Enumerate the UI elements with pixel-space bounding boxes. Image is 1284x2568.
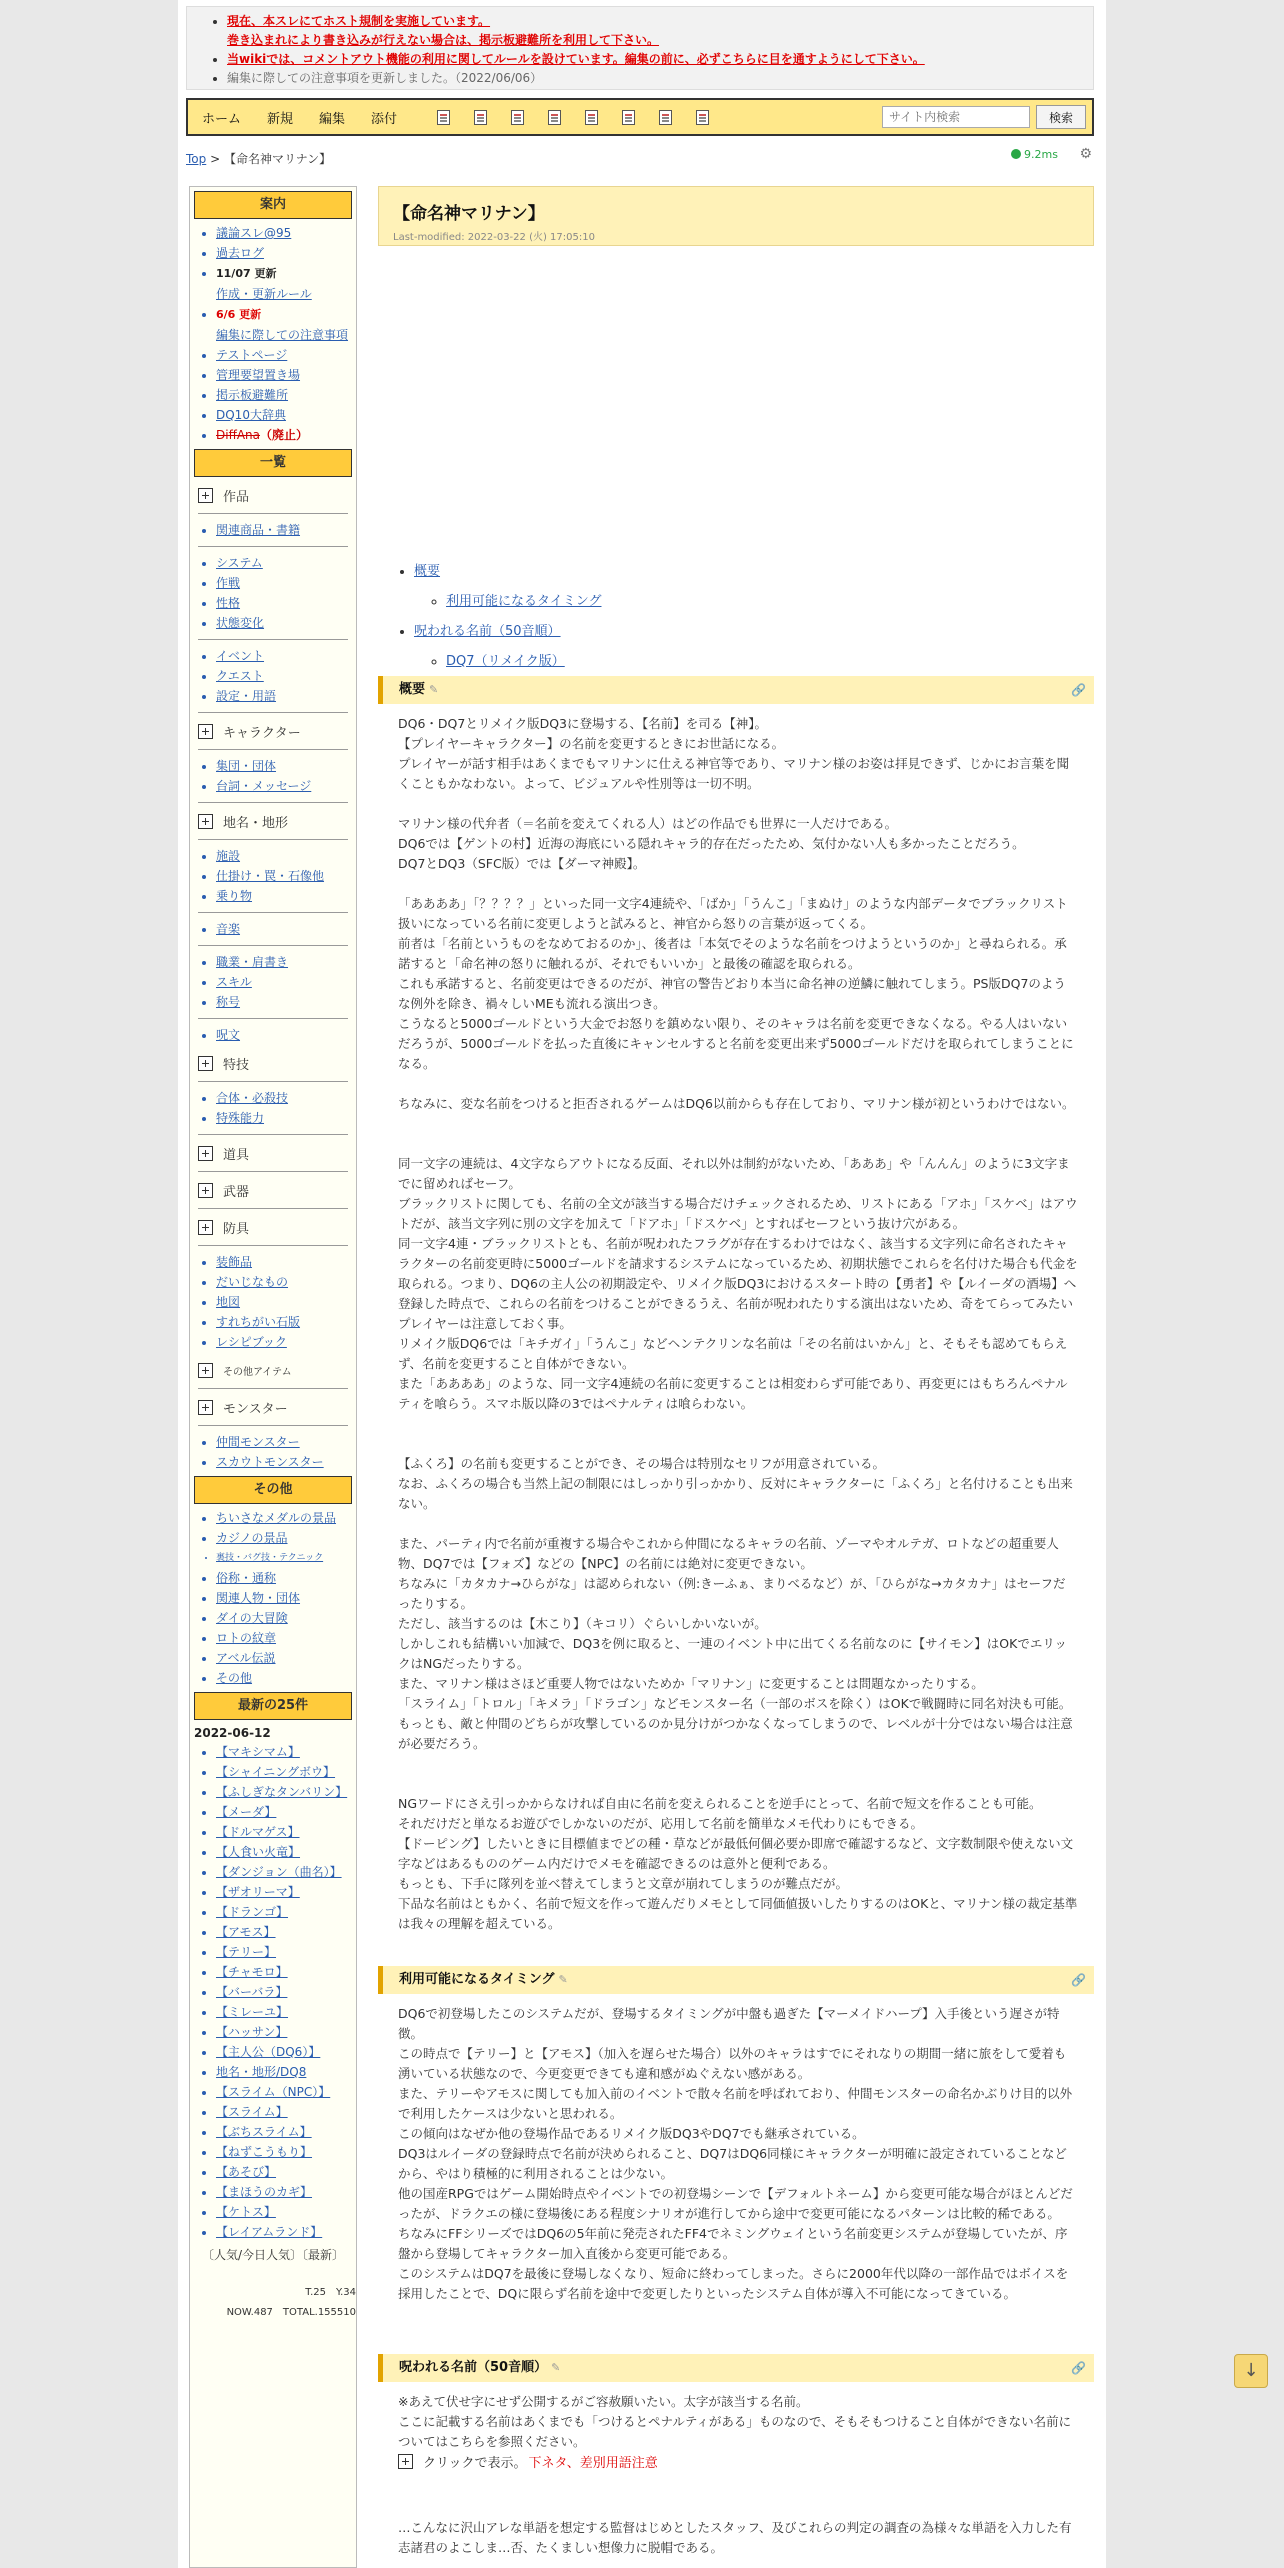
freeze-icon[interactable] [585,110,598,125]
sidebar-item[interactable] [216,520,356,540]
recent-link[interactable]: 地名・地形/DQ8 [216,2065,307,2079]
render-time-text: 9.2ms [1024,148,1058,161]
toc-item[interactable]: 概要 [414,564,441,579]
sidebar-link[interactable]: 音楽 [216,922,241,936]
divider [198,945,348,946]
sidebar-link[interactable]: クエスト [216,669,264,683]
recent-item[interactable] [216,1822,356,1842]
sidebar-item[interactable] [216,223,356,243]
expand-warning: 下ネタ、差別用語注意 [528,2456,658,2471]
sidebar-group [190,646,356,706]
expand-label: 防具 [223,1221,250,1237]
plus-icon[interactable] [198,1056,213,1071]
recent-link[interactable]: 【ねずこうもり】 [216,2145,313,2159]
recent-item[interactable] [216,1742,356,1762]
counter-today: T.25 Y.34 [305,2287,356,2298]
copy-icon[interactable] [511,110,524,125]
menu-new[interactable]: 新規 [267,111,294,127]
sidebar-link[interactable]: 性格 [216,596,241,610]
diff-icon[interactable] [437,110,450,125]
sidebar-item[interactable] [216,1568,356,1588]
expand-label: その他アイテム [223,1366,292,1378]
update-badge: 6/6 更新 [216,308,262,321]
sidebar-item[interactable] [216,263,356,304]
divider [198,1171,348,1172]
search-button[interactable]: 検索 [1036,105,1086,129]
recent-item[interactable] [216,2222,356,2242]
paragraph-text: 【ふくろ】の名前も変更することができ、その場合は特別なセリフが用意されている。 なお、ふくろの場合も当然上記の制限にはしっかり引っかかり、反対にキャラクターに「ふくろ」と名付けることも出来ない。 [398,1456,1073,1511]
table-of-contents [414,562,601,682]
sidebar-item[interactable] [216,1432,356,1452]
sidebar-link[interactable]: ダイの大冒険 [216,1611,288,1625]
recent-list [190,1742,356,2242]
sidebar-head-recent: 最新の25件 [194,1692,352,1720]
pencil-icon[interactable]: ✎ [558,1973,568,1986]
plus-icon[interactable] [198,724,213,739]
paragraph [398,1794,1078,1934]
section-heading [378,1966,1094,1994]
sidebar-link[interactable]: 管理要望置き場 [216,368,301,382]
divider [198,639,348,640]
recent-link[interactable]: 【バーバラ】 [216,1985,288,1999]
sidebar-item[interactable] [216,886,356,906]
sidebar-link[interactable]: すれちがい石版 [216,1315,301,1329]
help-icon[interactable] [696,110,709,125]
recent-item[interactable] [216,1962,356,1982]
sidebar-link[interactable]: 仲間モンスター [216,1435,300,1449]
sidebar-other-list [190,1508,356,1688]
sidebar-link[interactable]: 作戦 [216,576,241,590]
sidebar-item[interactable] [216,846,356,866]
sidebar-item[interactable] [216,1088,356,1108]
gear-icon[interactable]: ⚙ [1079,146,1092,162]
recent-item[interactable] [216,1802,356,1822]
expand-armor[interactable] [198,1217,356,1237]
sidebar-link[interactable]: 地図 [216,1295,241,1309]
recent-link[interactable]: 【チャモロ】 [216,1965,288,1979]
expand-characters[interactable] [198,721,356,741]
sidebar-link[interactable]: 合体・必殺技 [216,1091,289,1105]
render-time [1011,148,1058,161]
sidebar-group [190,756,356,796]
divider [198,1081,348,1082]
recent-item[interactable] [216,1882,356,1902]
recent-item[interactable] [216,2182,356,2202]
sidebar-item[interactable] [216,553,356,573]
recent-link[interactable]: 【まほうのカギ】 [216,2185,313,2199]
recent-link[interactable]: 【スライム（NPC）】 [216,2085,331,2099]
sidebar-item[interactable] [216,1452,356,1472]
sidebar-link[interactable]: 特殊能力 [216,1111,265,1125]
paragraph [398,814,1078,874]
sidebar-link[interactable]: DiffAna [216,428,261,442]
plus-icon[interactable] [398,2454,413,2469]
sidebar-group [190,846,356,906]
sidebar-link[interactable]: カジノの景品 [216,1531,288,1545]
breadcrumb-top[interactable]: Top [186,152,207,166]
divider [198,1388,348,1389]
plus-icon[interactable] [198,1146,213,1161]
paragraph [398,2518,1078,2558]
sidebar-item[interactable] [216,992,356,1012]
sidebar-item[interactable] [216,573,356,593]
sidebar-item[interactable] [216,776,356,796]
scroll-down-button[interactable]: ↓ [1234,2354,1268,2388]
sidebar-link[interactable]: 裏技・バグ技・テクニック [216,1553,324,1563]
sidebar-link[interactable]: 設定・用語 [216,689,277,703]
sidebar-item[interactable] [216,972,356,992]
toolbar [186,98,1094,136]
sidebar-item[interactable] [216,425,356,445]
sidebar-link[interactable]: 過去ログ [216,246,265,260]
rename-icon[interactable] [548,110,561,125]
toc-item[interactable]: DQ7（リメイク版） [446,654,565,669]
sidebar-group [190,1252,356,1352]
page-title: 【命名神マリナン】 [393,204,545,224]
counter-total: NOW.487 TOTAL.155510 [226,2307,356,2318]
sidebar-link[interactable]: イベント [216,649,265,663]
sidebar [189,186,357,2568]
paragraph-text: ※あえて伏せ字にせず公開するがご容赦願いたい。太字が該当する名前。 ここに記載する名前はあくまでも「つけるとペナルティがある」ものなので、そもそもつけること自体ができない名前についてはこちらを参照ください。 [398,2394,1072,2449]
sidebar-item[interactable] [216,666,356,686]
sidebar-link[interactable]: 呪文 [216,1028,241,1042]
sidebar-item[interactable] [216,304,356,345]
paragraph-text: ちなみに、変な名前をつけると拒否されるゲームはDQ6以前からも存在しており、マリナン様が初というわけではない。 [398,1096,1075,1111]
recent-link[interactable]: 【レイアムランド】 [216,2225,323,2239]
recent-link[interactable]: 【テリー】 [216,1945,277,1959]
recent-link[interactable]: 【ドルマゲス】 [216,1825,300,1839]
sidebar-item[interactable] [216,1292,356,1312]
sidebar-item[interactable] [216,686,356,706]
recent-icon[interactable] [659,110,672,125]
main-content [378,186,1094,2568]
pencil-icon[interactable]: ✎ [551,2361,561,2374]
recent-link[interactable]: 【シャイニングボウ】 [216,1765,336,1779]
expand-label: モンスター [223,1401,288,1417]
title-box [378,186,1094,246]
sidebar-item[interactable] [216,1628,356,1648]
recent-link[interactable]: 【あそび】 [216,2165,277,2179]
sidebar-item[interactable] [216,1272,356,1292]
toc-item[interactable]: 利用可能になるタイミング [446,594,602,609]
paragraph-text: 「ああああ」「？？？？」といった同一文字4連続や、「ばか」「うんこ」「まぬけ」のような内部データでブラックリスト扱いになっている名前に変更しようと試みると、神官から怒りの言葉が返ってくる。 前者は「名前というものをなめておるのか」、後者は「本気でそのような名前をつけようというのか」と尋ねられる。承諾すると「命名神の怒りに触れるが、それでもいいか」と最後の確認を取られる。 これも承諾すると、名前変更はできるのだが、神官の警告どおり本当に命名神の逆鱗に触れてしまう。PS版DQ7のような例外を除き、禍々しいMEも流れる演出つき。 こうなると5000ゴールドという大金でお怒りを鎮めない限り、そのキャラは名前を変更できなくなる。やる人はいないだろうが、5000ゴールドを払った直後にキャンセルすると名前を変更出来ず5000ゴールドだけを取られてしまうことになる。 [398,896,1074,1071]
sidebar-link[interactable]: 議論スレ@95 [216,226,292,240]
sidebar-link[interactable]: スキル [216,975,252,989]
divider [198,1208,348,1209]
toc-item[interactable]: 呪われる名前（50音順） [414,624,561,639]
sidebar-group [190,1432,356,1472]
expand-other-items[interactable] [198,1360,356,1380]
recent-item[interactable] [216,2042,356,2062]
sidebar-item[interactable] [216,756,356,776]
sidebar-item[interactable] [216,1025,356,1045]
recent-item[interactable] [216,1942,356,1962]
last-modified: Last-modified: 2022-03-22 (火) 17:05:10 [393,232,595,243]
recent-link[interactable]: 【ミレーユ】 [216,2005,289,2019]
paragraph-text: NGワードにさえ引っかからなければ自由に名前を変えられることを逆手にとって、名前で短文を作ることも可能。 それだけだと単なるお遊びでしかないのだが、応用して名前を簡単なメモ代わりにもできる。 【ドーピング】したいときに目標値までどの種・草などが最低何個必要か即席で確認するなど、文字数制限や使えない文字などはあるもののゲーム内だけでメモを確認できるのは意外と便利である。 もっとも、下手に隊列を並べ替えてしまうと文章が崩れてしまうのが難点だが。 下品な名前はともかく、名前で短文を作って遊んだりメモとして同価値扱いしたりするのはOKと、マリナン様の裁定基準は我々の理解を超えている。 [398,1796,1078,1931]
sidebar-guide-list [190,223,356,445]
sidebar-head-list: 一覧 [194,449,352,477]
divider [198,513,348,514]
paragraph [398,2004,1078,2304]
access-counter [190,2283,356,2323]
notice-box [186,6,1094,90]
heading-text: 呪われる名前（50音順） [399,2360,548,2375]
sidebar-group [190,1025,356,1045]
recent-date: 2022-06-12 [194,1726,271,1740]
sidebar-group [190,919,356,939]
search-input[interactable] [882,106,1030,128]
breadcrumb-sep: > [206,152,224,166]
sidebar-item[interactable] [216,1648,356,1668]
deprecated-label: （廃止） [260,428,309,442]
section-heading [378,676,1094,704]
expand-label: キャラクター [223,725,301,741]
sidebar-link[interactable]: 関連商品・書籍 [216,523,301,537]
sidebar-item[interactable] [216,405,356,425]
sidebar-link[interactable]: 俗称・通称 [216,1571,277,1585]
recent-link[interactable]: 【アモス】 [216,1925,276,1939]
plus-icon[interactable] [198,1183,213,1198]
sidebar-item[interactable] [216,866,356,886]
divider [198,1134,348,1135]
sidebar-link[interactable]: 状態変化 [216,616,265,630]
update-badge: 11/07 更新 [216,267,277,280]
paragraph-text: 同一文字の連続は、4文字ならアウトになる反面、それ以外は制約がないため、「あああ」や「んんん」のように3文字までに留めればセーフ。 ブラックリストに関しても、名前の全文が該当する場合だけチェックされるため、リストにある「アホ」「スケベ」はアウトだが、該当文字列に別の文字を加えて「ドアホ」「ドスケベ」とすればセーフという抜け穴がある。 同一文字4連・ブラックリストとも、名前が呪われたフラグが存在するわけではなく、該当する文字列に命名されたキャラクターの名前変更時に5000ゴールドを請求するシステムになっているため、初期状態でこれらを名付けた場合も代金を取られる。つまり、DQ6の主人公の初期設定や、リメイク版DQ3におけるスタート時の【勇者】や【ルイーダの酒場】へ登録した時点で、これらの名前をつけることができるうえ、名前が呪われたりする演出はないため、奇をてらってみたいプレイヤーは注意しておく事。 リメイク版DQ6では「キチガイ」「うんこ」などヘンテクリンな名前は「その名前はいかん」と、そもそも認めてもらえず、名前を変更すること自体ができない。 また「ああああ」のような、同一文字4連続の名前に変更することは相変わらず可能であり、再変更にはもちろんペナルティを喰らう。スマホ版以降の3ではペナルティは喰らわない。 [398,1156,1078,1411]
sidebar-item[interactable] [216,1528,356,1548]
plus-icon[interactable] [198,1220,213,1235]
expand-label: 武器 [223,1184,250,1200]
divider [198,546,348,547]
sidebar-item[interactable] [216,1108,356,1128]
sidebar-link[interactable]: システム [216,556,263,570]
sidebar-item[interactable] [216,613,356,633]
breadcrumb-current: 【命名神マリナン】 [223,152,332,166]
recent-item[interactable] [216,2142,356,2162]
heading-text: 概要 [399,682,426,697]
breadcrumb [186,150,331,167]
paragraph [398,1094,1078,1114]
pencil-icon[interactable]: ✎ [429,683,439,696]
divider [198,912,348,913]
recent-link[interactable]: 【ダンジョン（曲名）】 [216,1865,342,1879]
expand-places[interactable] [198,811,356,831]
section-heading [378,2354,1094,2382]
recent-link[interactable]: 【主人公（DQ6）】 [216,2045,321,2059]
recent-link[interactable]: 【メーダ】 [216,1805,277,1819]
page [178,0,1106,2568]
paragraph [398,1454,1078,1514]
sidebar-link[interactable]: 集団・団体 [216,759,277,773]
check-icon [1011,149,1021,159]
recent-item[interactable] [216,1922,356,1942]
sidebar-link[interactable]: だいじなもの [216,1275,289,1289]
sidebar-group [190,952,356,1012]
link-icon[interactable]: 🔗 [1071,1973,1086,1987]
sidebar-item[interactable] [216,593,356,613]
sidebar-link[interactable]: 関連人物・団体 [216,1591,301,1605]
expand-works[interactable] [198,485,356,505]
expand-tools[interactable] [198,1143,356,1163]
sidebar-link[interactable]: スカウトモンスター [216,1455,324,1469]
divider [198,839,348,840]
sidebar-item[interactable] [216,243,356,263]
recent-item[interactable] [216,2022,356,2042]
plus-icon[interactable] [198,1363,213,1378]
expand-label: 地名・地形 [223,815,289,831]
paragraph-text: DQ6・DQ7とリメイク版DQ3に登場する、【名前】を司る【神】。 【プレイヤーキャラクター】の名前を変更するときにお世話になる。 プレイヤーが話す相手はあくまでもマリナンに仕える神官等であり、マリナン様のお姿は拝見できず、じかにお言葉を聞くこともかなわない。よって、ビジュアルや性別等は一切不明。 [398,716,1070,791]
sidebar-link[interactable]: 作成・更新ルール [216,287,312,301]
sidebar-item[interactable] [216,1332,356,1352]
sidebar-item[interactable] [216,365,356,385]
sidebar-group [190,553,356,633]
divider [198,749,348,750]
recent-item[interactable] [216,2082,356,2102]
sidebar-link[interactable]: ちいさなメダルの景品 [216,1511,337,1525]
recent-item[interactable] [216,1762,356,1782]
sidebar-item[interactable] [216,1252,356,1272]
recent-item[interactable] [216,2062,356,2082]
sidebar-link[interactable]: 仕掛け・罠・石像他 [216,869,325,883]
sidebar-item[interactable] [216,385,356,405]
notice-editing-caution[interactable]: 編集に際しての注意事項を更新しました。（2022/06/06） [227,71,543,85]
sidebar-link[interactable]: 台詞・メッセージ [216,779,312,793]
paragraph-text: また、パーティ内で名前が重複する場合やこれから仲間になるキャラの名前、ゾーマやオルテガ、ロトなどの超重要人物、DQ7では【フォズ】などの【NPC】の名前には絶対に変更できない。 ちなみに「カタカナ→ひらがな」は認められない（例:きーふぁ、まりべるなど）が、「ひらがな→カタカナ」はセーフだったりする。 ただし、該当するのは【木こり】（キコリ）ぐらいしかいないが。 しかしこれも結構いい加減で、DQ3を例に取ると、一連のイベント中に出てくる名前なのに【サイモン】はOKでエリックはNGだったりする。 また、マリナン様はさほど重要人物ではないためか「マリナン」に変更することは問題なかったりする。 「スライム」「トロル」「キメラ」「ドラゴン」などモンスター名（一部のボスを除く）はOKで戦闘時に同名対決も可能。 もっとも、敵と仲間のどちらが攻撃しているのか見分けがつかなくなってしまうので、レベルが十分ではない場合は注意が必要だろう。 [398,1536,1073,1751]
sidebar-item[interactable] [216,952,356,972]
plus-icon[interactable] [198,488,213,503]
recent-item[interactable] [216,1902,356,1922]
recent-item[interactable] [216,2162,356,2182]
sidebar-link[interactable]: その他 [216,1671,253,1685]
paragraph [398,894,1078,1074]
list-icon[interactable] [622,110,635,125]
recent-item[interactable] [216,1782,356,1802]
notice-host-regulation[interactable]: 現在、本スレにてホスト規制を実施しています。 [227,14,491,28]
recent-link[interactable]: 【スライム】 [216,2105,288,2119]
recent-link[interactable]: 【ドランゴ】 [216,1905,289,1919]
sidebar-link[interactable]: 職業・肩書き [216,955,289,969]
recent-item[interactable] [216,1842,356,1862]
recent-item[interactable] [216,1982,356,2002]
sidebar-head-guide: 案内 [194,191,352,219]
sidebar-item[interactable] [216,1312,356,1332]
sidebar-link[interactable]: DQ10大辞典 [216,408,286,422]
expand-skills[interactable] [198,1053,356,1073]
sidebar-link[interactable]: テストページ [216,348,288,362]
expand-label: 道具 [223,1147,250,1163]
sidebar-link[interactable]: 施設 [216,849,241,863]
expand-label[interactable]: クリックで表示。 [423,2456,527,2471]
paragraph-text: DQ6で初登場したこのシステムだが、登場するタイミングが中盤も過ぎた【マーメイドハープ】入手後という遅さが特徴。 この時点で【テリー】と【アモス】（加入を遅らせた場合）以外のキャラはすでにそれなりの期間一緒に旅をして愛着も湧いている状態なので、今更変更できても違和感がぬぐえない感がある。 また、テリーやアモスに関しても加入前のイベントで散々名前を呼ばれており、仲間モンスターの命名かぶりけ目的以外で利用したケースは少ないと思われる。 この傾向はなぜか他の登場作品であるリメイク版DQ3やDQ7でも継承されている。 DQ3はルイーダの登録時点で名前が決められること、DQ7はDQ6同様にキャラクターが明確に設定されていることなどから、やはり積極的に利用されることは少ない。 他の国産RPGではゲーム開始時点やイベントでの初登場シーンで【デフォルトネーム】から変更可能な場合がほとんどだったが、ドラクエの様に登場後にある程度シナリオが進行してから途中で変更可能になるパターンは比較的稀である。 ちなみにFFシリーズではDQ6の5年前に発売されたFF4でネミングウェイという名前変更システムが登場していたが、序盤から登場してキャラクター加入直後から変更可能である。 このシステムはDQ7を最後に登場しなくなり、短命に終わってしまった。さらに2000年代以降の一部作品ではボイスを採用したことで、DQに限らず名前を途中で変更したりといったシステム自体が導入不可能になってきている。 [398,2006,1073,2301]
notice-commentout-rule[interactable]: 当wikiでは、コメントアウト機能の利用に関してルールを設けています。編集の前に、必ずこちらに目を通すようにして下さい。 [227,52,925,66]
paragraph [398,1154,1078,1414]
expand-label: 特技 [223,1057,250,1073]
sidebar-group [190,520,356,540]
plus-icon[interactable] [198,1400,213,1415]
recent-link[interactable]: 【人食い火竜】 [216,1845,301,1859]
sidebar-item[interactable] [216,1608,356,1628]
heading-text: 利用可能になるタイミング [399,1972,555,1987]
recent-item[interactable] [216,1862,356,1882]
expand-monsters[interactable] [198,1397,356,1417]
recent-item[interactable] [216,2002,356,2022]
paragraph-text: …こんなに沢山アレな単語を想定する監督はじめとしたスタッフ、及びこれらの判定の調査の為様々な単語を入力した有志諸君のよこしま…否、たくましい想像力に脱帽である。 [398,2520,1072,2555]
recent-link[interactable]: 【ぶちスライム】 [216,2125,312,2139]
sidebar-head-other: その他 [194,1476,352,1504]
sidebar-item[interactable] [216,345,356,365]
menu-edit[interactable]: 編集 [319,111,346,127]
divider [198,1245,348,1246]
paragraph [398,1534,1078,1754]
expand-label: 作品 [223,489,250,505]
popular-links[interactable]: 〔人気/今日人気〕〔最新〕 [201,2248,345,2262]
sidebar-item[interactable] [216,646,356,666]
sidebar-item[interactable] [216,919,356,939]
sidebar-group [190,1088,356,1128]
sidebar-link[interactable]: ロトの紋章 [216,1631,277,1645]
expand-weapons[interactable] [198,1180,356,1200]
divider [198,712,348,713]
divider [198,1425,348,1426]
sidebar-link[interactable]: アベル伝説 [216,1651,276,1665]
recent-link[interactable]: 【ふしぎなタンバリン】 [216,1785,348,1799]
divider [198,1018,348,1019]
recent-link[interactable]: 【ハッサン】 [216,2025,288,2039]
sidebar-item[interactable] [216,1548,356,1568]
backup-icon[interactable] [474,110,487,125]
link-icon[interactable]: 🔗 [1071,2361,1086,2375]
paragraph-text: マリナン様の代弁者（＝名前を変えてくれる人）はどの作品でも世界に一人だけである。 DQ6では【ゲントの村】近海の海底にいる隠れキャラ的存在だったため、気付かない人も多かったことだろう。 DQ7とDQ3（SFC版）では【ダーマ神殿】。 [398,816,1025,871]
recent-item[interactable] [216,2102,356,2122]
sidebar-item[interactable] [216,1508,356,1528]
paragraph [398,2392,1078,2452]
expand-toggle[interactable] [398,2452,658,2471]
sidebar-item[interactable] [216,1588,356,1608]
sidebar-link[interactable]: 乗り物 [216,889,253,903]
sidebar-item[interactable] [216,1668,356,1688]
sidebar-link[interactable]: 称号 [216,995,241,1009]
recent-link[interactable]: 【マキシマム】 [216,1745,300,1759]
sidebar-link[interactable]: 装飾品 [216,1255,253,1269]
sidebar-link[interactable]: レシピブック [216,1335,287,1349]
sidebar-link[interactable]: 編集に際しての注意事項 [216,328,349,342]
menu-home[interactable]: ホーム [202,111,242,127]
paragraph [398,714,1078,794]
divider [198,802,348,803]
recent-link[interactable]: 【ザオリーマ】 [216,1885,300,1899]
recent-item[interactable] [216,2202,356,2222]
sidebar-link[interactable]: 掲示板避難所 [216,388,289,402]
recent-item[interactable] [216,2122,356,2142]
menu-attach[interactable]: 添付 [371,111,398,127]
notice-evacuation[interactable]: 巻き込まれにより書き込みが行えない場合は、掲示板避難所を利用して下さい。 [227,33,660,47]
recent-link[interactable]: 【ケトス】 [216,2205,276,2219]
link-icon[interactable]: 🔗 [1071,683,1086,697]
plus-icon[interactable] [198,814,213,829]
